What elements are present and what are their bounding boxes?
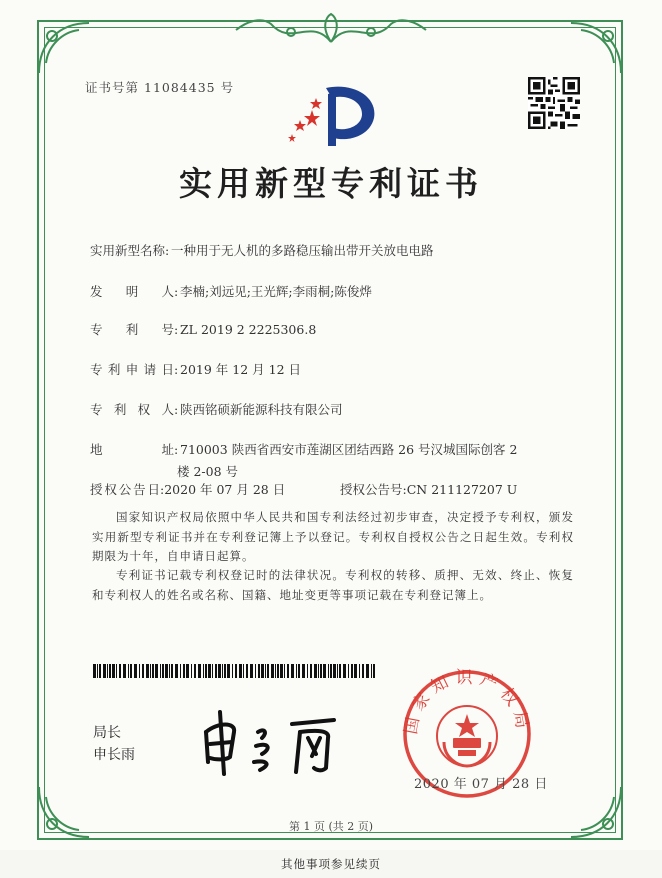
certificate-number-label: 证书号第 [85, 80, 140, 95]
filing-date-value: 2019 年 12 月 12 日 [180, 362, 301, 377]
barcode-bar [180, 664, 181, 678]
barcode-bar [328, 664, 329, 678]
page-indicator: 第 1 页 (共 2 页) [288, 820, 374, 833]
director-signature [196, 702, 346, 778]
grant-no-value: CN 211127207 U [406, 482, 518, 497]
barcode-bar [354, 664, 357, 678]
barcode-bar [171, 664, 173, 678]
seal-date: 2020 年 07 月 28 日 [414, 777, 548, 792]
corner-ornament-top-right [566, 18, 626, 78]
barcode-bar [222, 664, 223, 678]
barcode-bar [183, 664, 185, 678]
barcode-bar [97, 664, 98, 678]
barcode-bar [160, 664, 161, 678]
filing-date-label: 专利申请日 [90, 362, 174, 377]
barcode-bar [310, 664, 312, 678]
field-grant-date: 授权公告日:2020 年 07 月 28 日 [90, 482, 286, 497]
barcode-bar [155, 664, 158, 678]
barcode-bar [258, 664, 260, 678]
barcode-bar [265, 664, 266, 678]
barcode-bar [215, 664, 217, 678]
barcode-bar [186, 664, 189, 678]
barcode-bar [298, 664, 300, 678]
barcode-bar [291, 664, 294, 678]
barcode-bar [227, 664, 230, 678]
barcode-bar [307, 664, 308, 678]
barcode-bar [103, 664, 106, 678]
barcode-bar [366, 664, 369, 678]
barcode-bar [107, 664, 108, 678]
barcode-bar [333, 664, 336, 678]
utility-model-name-label: 实用新型名称 [90, 243, 166, 258]
seal-text: 国家知识产权局 [400, 668, 534, 736]
barcode-bar [320, 664, 322, 678]
barcode-bar [373, 664, 375, 678]
barcode-bar [123, 664, 126, 678]
patentee-value: 陕西铭硕新能源科技有限公司 [180, 402, 343, 417]
barcode-bar [277, 664, 279, 678]
barcode-bar [109, 664, 111, 678]
barcode-bar [239, 664, 242, 678]
barcode-bar [116, 664, 117, 678]
inventor-label: 发明人 [90, 284, 174, 299]
certificate-title: 实用新型专利证书 [179, 164, 483, 203]
barcode-bar [162, 664, 164, 678]
field-patentee: 专利权人: 陕西铭硕新能源科技有限公司 [90, 402, 343, 417]
barcode-bar [250, 664, 253, 678]
grant-date-value: 2020 年 07 月 28 日 [164, 482, 286, 497]
barcode-bar [296, 664, 297, 678]
barcode-bar [371, 664, 372, 678]
barcode-bar [284, 664, 285, 678]
barcode-bar [348, 664, 349, 678]
barcode-bar [128, 664, 129, 678]
barcode-icon [93, 664, 375, 678]
barcode-bar [112, 664, 115, 678]
barcode-bar [275, 664, 276, 678]
certificate-number-suffix: 号 [220, 80, 235, 95]
barcode-bar [152, 664, 154, 678]
barcode-bar [261, 664, 264, 678]
field-grant-announcement: 授权公告号:CN 211127207 U [340, 482, 518, 497]
barcode-bar [119, 664, 121, 678]
barcode-bar [362, 664, 364, 678]
address-line2: 楼 2-08 号 [177, 464, 239, 479]
certificate-number-value: 11084435 [144, 80, 216, 95]
cnipa-logo [282, 80, 382, 148]
barcode-bar [271, 664, 274, 678]
field-filing-date: 专利申请日: 2019 年 12 月 12 日 [90, 362, 301, 377]
barcode-bar [232, 664, 233, 678]
barcode-bar [212, 664, 213, 678]
director-title: 局长 [93, 725, 121, 741]
barcode-bar [194, 664, 196, 678]
barcode-bar [235, 664, 237, 678]
barcode-bar [314, 664, 317, 678]
top-ornament [231, 12, 431, 52]
utility-model-name-value: 一种用于无人机的多路稳压输出带开关放电电路 [171, 243, 434, 258]
barcode-bar [243, 664, 244, 678]
address-line1: 710003 陕西省西安市莲湖区团结西路 26 号汉城国际创客 2 [180, 442, 518, 457]
barcode-bar [246, 664, 248, 678]
grant-date-label: 授权公告日 [90, 482, 160, 497]
grant-no-label: 授权公告号 [340, 482, 403, 497]
barcode-bar [318, 664, 319, 678]
barcode-bar [191, 664, 192, 678]
barcode-bar [205, 664, 207, 678]
barcode-bar [267, 664, 269, 678]
barcode-bar [99, 664, 101, 678]
barcode-bar [218, 664, 221, 678]
qr-code-icon [528, 77, 580, 129]
field-address: 地址: 710003 陕西省西安市莲湖区团结西路 26 号汉城国际创客 2 [90, 442, 518, 457]
legal-paragraph-2: 专利证书记载专利权登记时的法律状况。专利权的转移、质押、无效、终止、恢复和专利权人的姓名或名称、国籍、地址变更等事项记载在专利登记簿上。 [92, 568, 574, 602]
barcode-bar [330, 664, 332, 678]
barcode-bar [169, 664, 170, 678]
field-inventors: 发明人: 李楠;刘远见;王光辉;李雨桐;陈俊烨 [90, 284, 372, 299]
barcode-bar [287, 664, 289, 678]
address-label: 地址 [90, 442, 174, 457]
continuation-note: 其他事项参见续页 [281, 857, 381, 871]
barcode-bar [359, 664, 360, 678]
barcode-bar [150, 664, 151, 678]
barcode-bar [93, 664, 96, 678]
barcode-bar [175, 664, 178, 678]
barcode-bar [165, 664, 168, 678]
barcode-bar [130, 664, 132, 678]
barcode-bar [208, 664, 211, 678]
barcode-bar [323, 664, 326, 678]
certificate-number [85, 78, 234, 96]
barcode-bar [255, 664, 256, 678]
barcode-bar [337, 664, 338, 678]
patentee-label: 专利权人 [90, 402, 174, 417]
barcode-bar [142, 664, 144, 678]
field-utility-model-name: 实用新型名称: 一种用于无人机的多路稳压输出带开关放电电路 [90, 243, 434, 258]
barcode-bar [134, 664, 137, 678]
barcode-bar [203, 664, 204, 678]
barcode-bar [224, 664, 226, 678]
barcode-bar [351, 664, 353, 678]
corner-ornament-top-left [34, 18, 94, 78]
inventors-value: 李楠;刘远见;王光辉;李雨桐;陈俊烨 [180, 284, 372, 299]
barcode-bar [339, 664, 341, 678]
patent-no-value: ZL 2019 2 2225306.8 [180, 322, 317, 337]
barcode-bar [146, 664, 149, 678]
barcode-bar [280, 664, 283, 678]
field-patent-number: 专利号: ZL 2019 2 2225306.8 [90, 322, 317, 337]
barcode-bar [198, 664, 201, 678]
patent-no-label: 专利号 [90, 322, 174, 337]
director-name: 申长雨 [93, 747, 135, 763]
legal-paragraph-1: 国家知识产权局依照中华人民共和国专利法经过初步审查，决定授予专利权，颁发实用新型专利证书并在专利登记簿上予以登记。专利权自授权公告之日起生效。专利权期限为十年，自申请日起算。 [92, 510, 574, 563]
barcode-bar [302, 664, 305, 678]
barcode-bar [343, 664, 346, 678]
barcode-bar [139, 664, 140, 678]
